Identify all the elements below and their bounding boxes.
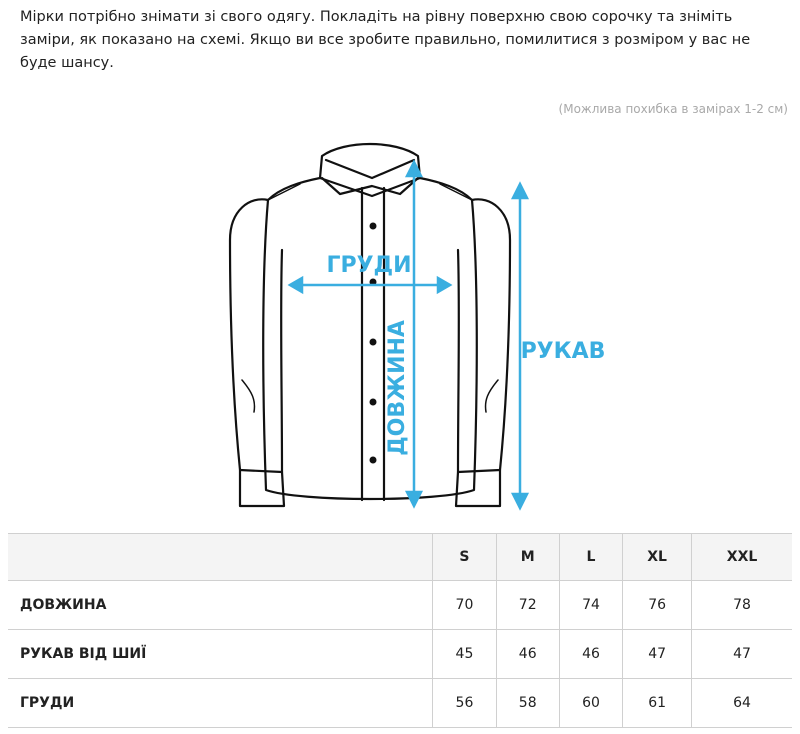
chest-label: ГРУДИ (326, 253, 412, 278)
measurement-error-note: (Можлива похибка в замірах 1-2 см) (558, 102, 788, 116)
table-row-sleeve (8, 630, 792, 679)
header-size-l: L (559, 534, 622, 581)
header-size-xl: XL (623, 534, 692, 581)
sleeve-label: РУКАВ (520, 339, 606, 364)
table-cell: 47 (692, 630, 792, 679)
table-cell: 46 (559, 630, 622, 679)
table-cell: 61 (623, 679, 692, 728)
table-cell: 70 (433, 581, 496, 630)
table-cell: 46 (496, 630, 559, 679)
row-label: ГРУДИ (8, 679, 433, 728)
table-row-chest (8, 679, 792, 728)
shirt-outline (230, 144, 510, 506)
size-header-row (8, 534, 792, 581)
size-table (8, 533, 792, 728)
table-cell: 58 (496, 679, 559, 728)
table-cell: 72 (496, 581, 559, 630)
chest-arrow (290, 278, 450, 292)
table-cell: 47 (623, 630, 692, 679)
table-cell: 45 (433, 630, 496, 679)
header-size-s: S (433, 534, 496, 581)
table-cell: 78 (692, 581, 792, 630)
table-cell: 56 (433, 679, 496, 728)
row-label: РУКАВ ВІД ШИЇ (8, 630, 433, 679)
table-cell: 74 (559, 581, 622, 630)
shirt-measurement-diagram (0, 130, 800, 520)
table-cell: 64 (692, 679, 792, 728)
table-cell: 76 (623, 581, 692, 630)
table-cell: 60 (559, 679, 622, 728)
table-row-length (8, 581, 792, 630)
header-cell-empty (8, 534, 433, 581)
header-size-m: M (496, 534, 559, 581)
intro-text: Мірки потрібно знімати зі свого одягу. Покладіть на рівну поверхню свою сорочку та зніміть заміри, як показано на схемі. Якщо ви все зробите правильно, помилитися з розміром у вас не буде шансу. (20, 9, 751, 71)
row-label: ДОВЖИНА (8, 581, 433, 630)
length-label: ДОВЖИНА (385, 320, 410, 456)
header-size-xxl: XXL (692, 534, 792, 581)
